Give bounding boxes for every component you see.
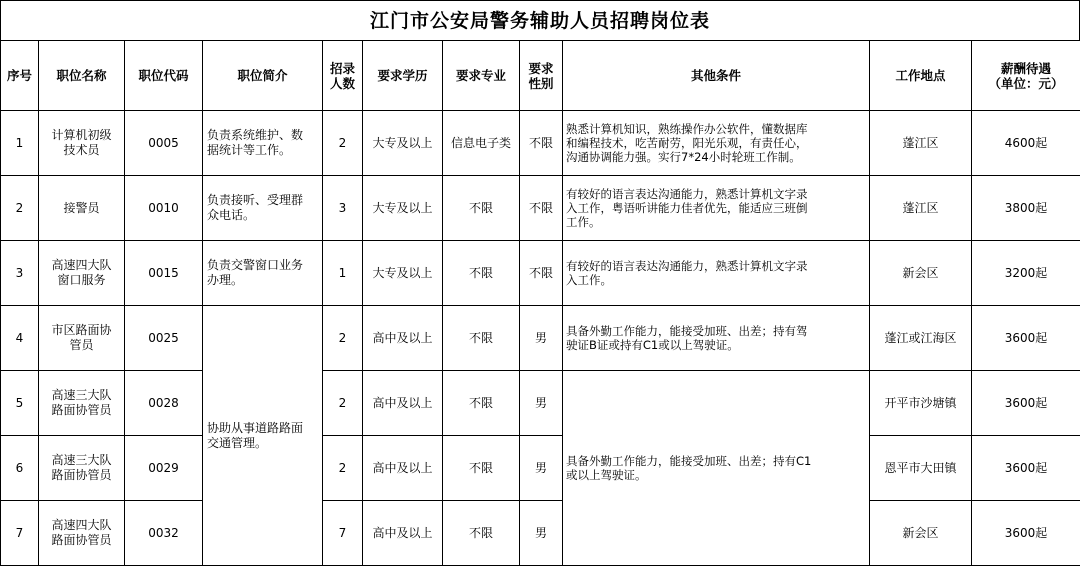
table-row [1, 176, 1080, 241]
cell-name: 接警员 [39, 176, 125, 241]
cell-count: 1 [323, 241, 363, 306]
cell-major: 不限 [443, 501, 520, 566]
cell-name: 计算机初级 技术员 [39, 111, 125, 176]
cell-gender: 不限 [520, 111, 563, 176]
cell-count: 2 [323, 111, 363, 176]
table-row [1, 501, 1080, 566]
cell-index: 7 [1, 501, 39, 566]
cell-education: 大专及以上 [363, 176, 443, 241]
page-title: 江门市公安局警务辅助人员招聘岗位表 [0, 0, 1080, 40]
cell-intro: 负责系统维护、数 据统计等工作。 [203, 111, 323, 176]
header-code: 职位代码 [125, 41, 203, 111]
header-salary: 薪酬待遇 （单位：元） [972, 41, 1080, 111]
cell-education: 高中及以上 [363, 436, 443, 501]
cell-code: 0010 [125, 176, 203, 241]
cell-gender: 男 [520, 436, 563, 501]
recruitment-table [0, 40, 1080, 566]
cell-gender: 不限 [520, 241, 563, 306]
cell-count: 7 [323, 501, 363, 566]
header-major: 要求专业 [443, 41, 520, 111]
cell-education: 大专及以上 [363, 241, 443, 306]
table-row [1, 241, 1080, 306]
cell-salary: 3600起 [972, 501, 1080, 566]
cell-location: 恩平市大田镇 [870, 436, 972, 501]
cell-major: 不限 [443, 306, 520, 371]
cell-location: 新会区 [870, 241, 972, 306]
cell-name: 高速四大队 路面协管员 [39, 501, 125, 566]
cell-education: 高中及以上 [363, 501, 443, 566]
cell-code: 0028 [125, 371, 203, 436]
header-name: 职位名称 [39, 41, 125, 111]
cell-major: 不限 [443, 176, 520, 241]
cell-name: 高速三大队 路面协管员 [39, 436, 125, 501]
cell-salary: 3600起 [972, 436, 1080, 501]
cell-location: 新会区 [870, 501, 972, 566]
cell-index: 6 [1, 436, 39, 501]
header-row [1, 41, 1080, 111]
cell-education: 高中及以上 [363, 306, 443, 371]
header-intro: 职位简介 [203, 41, 323, 111]
cell-gender: 不限 [520, 176, 563, 241]
cell-location: 开平市沙塘镇 [870, 371, 972, 436]
table-row [1, 111, 1080, 176]
cell-salary: 3600起 [972, 306, 1080, 371]
cell-location: 蓬江或江海区 [870, 306, 972, 371]
cell-code: 0005 [125, 111, 203, 176]
cell-name: 高速三大队 路面协管员 [39, 371, 125, 436]
table-row [1, 371, 1080, 436]
cell-index: 1 [1, 111, 39, 176]
cell-gender: 男 [520, 306, 563, 371]
cell-salary: 3200起 [972, 241, 1080, 306]
cell-index: 3 [1, 241, 39, 306]
cell-intro-merged: 协助从事道路路面 交通管理。 [203, 306, 323, 566]
cell-name: 高速四大队 窗口服务 [39, 241, 125, 306]
cell-major: 信息电子类 [443, 111, 520, 176]
cell-index: 5 [1, 371, 39, 436]
cell-location: 蓬江区 [870, 176, 972, 241]
cell-count: 2 [323, 306, 363, 371]
cell-code: 0015 [125, 241, 203, 306]
cell-other: 有较好的语言表达沟通能力，熟悉计算机文字录 入工作，粤语听讲能力佳者优先，能适应三班倒 工作。 [563, 176, 870, 241]
cell-major: 不限 [443, 436, 520, 501]
cell-gender: 男 [520, 501, 563, 566]
header-count: 招录 人数 [323, 41, 363, 111]
cell-education: 大专及以上 [363, 111, 443, 176]
cell-name: 市区路面协 管员 [39, 306, 125, 371]
header-gender: 要求 性别 [520, 41, 563, 111]
cell-other-merged: 具备外勤工作能力，能接受加班、出差；持有C1 或以上驾驶证。 [563, 371, 870, 566]
cell-location: 蓬江区 [870, 111, 972, 176]
cell-count: 2 [323, 371, 363, 436]
cell-other: 具备外勤工作能力，能接受加班、出差；持有驾 驶证B证或持有C1或以上驾驶证。 [563, 306, 870, 371]
cell-code: 0029 [125, 436, 203, 501]
header-other: 其他条件 [563, 41, 870, 111]
header-index: 序号 [1, 41, 39, 111]
cell-count: 3 [323, 176, 363, 241]
cell-salary: 3800起 [972, 176, 1080, 241]
cell-other: 熟悉计算机知识，熟练操作办公软件，懂数据库 和编程技术，吃苦耐劳，阳光乐观，有责任心， 沟通协调能力强。实行7*24小时轮班工作制。 [563, 111, 870, 176]
table-row [1, 436, 1080, 501]
header-location: 工作地点 [870, 41, 972, 111]
cell-salary: 4600起 [972, 111, 1080, 176]
cell-index: 2 [1, 176, 39, 241]
cell-education: 高中及以上 [363, 371, 443, 436]
cell-code: 0032 [125, 501, 203, 566]
header-education: 要求学历 [363, 41, 443, 111]
cell-count: 2 [323, 436, 363, 501]
cell-salary: 3600起 [972, 371, 1080, 436]
cell-major: 不限 [443, 241, 520, 306]
cell-gender: 男 [520, 371, 563, 436]
cell-code: 0025 [125, 306, 203, 371]
cell-intro: 负责接听、受理群 众电话。 [203, 176, 323, 241]
table-row [1, 306, 1080, 371]
cell-index: 4 [1, 306, 39, 371]
cell-major: 不限 [443, 371, 520, 436]
cell-other: 有较好的语言表达沟通能力，熟悉计算机文字录 入工作。 [563, 241, 870, 306]
cell-intro: 负责交警窗口业务 办理。 [203, 241, 323, 306]
